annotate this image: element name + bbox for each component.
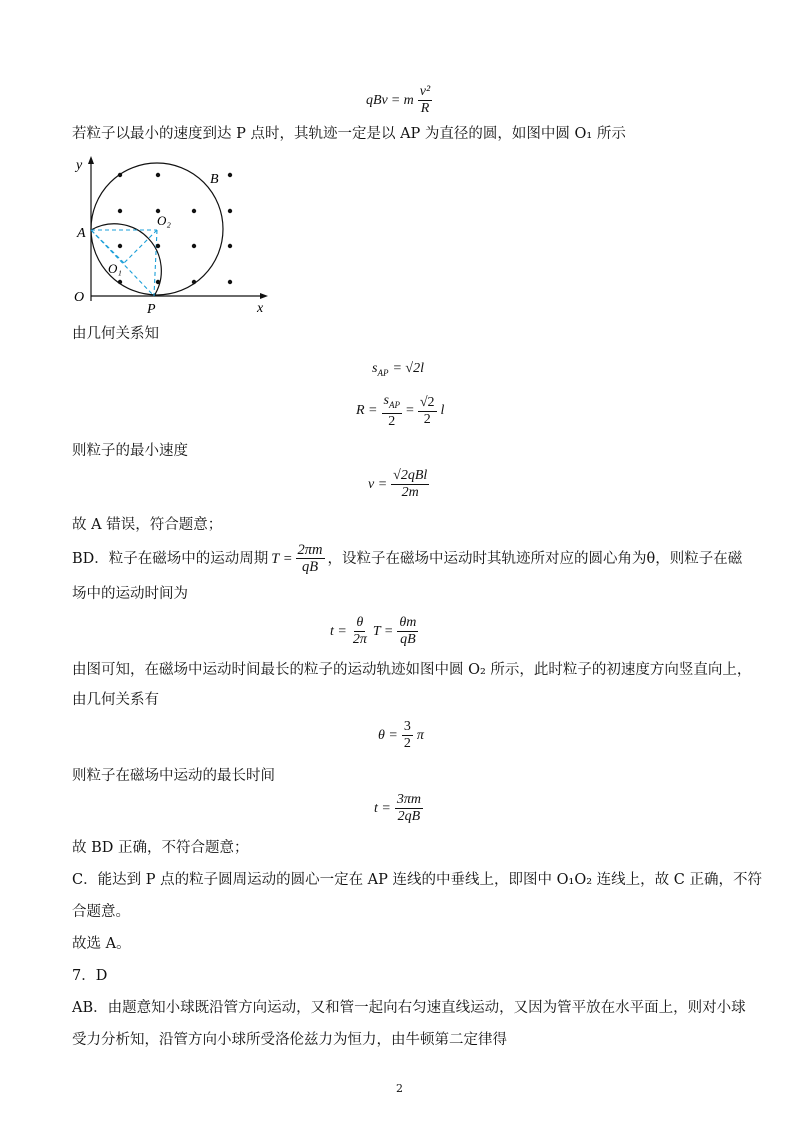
eq5-frac1 (351, 615, 369, 648)
eq7-den: 2qB (397, 809, 421, 824)
label-b: B (210, 172, 219, 187)
equation-s-ap (372, 361, 424, 378)
eq1-equals: = (391, 92, 400, 108)
eq4-lhs: v = (368, 476, 388, 492)
eq3-frac1 (382, 393, 402, 430)
text-line-5 (72, 542, 742, 575)
equation-max-time (374, 792, 423, 825)
text-line-14: 7．D (72, 968, 108, 984)
eq5-mid: T = (372, 623, 394, 639)
line5-num: 2πm (297, 542, 323, 558)
line5-T: T = (271, 550, 293, 567)
eq5-den2: qB (400, 632, 416, 647)
text-line-8: 由几何关系有 (72, 692, 159, 708)
text-line-9: 则粒子在磁场中运动的最长时间 (72, 768, 275, 784)
eq1-den: R (420, 101, 430, 116)
eq5-frac2 (397, 615, 418, 648)
line5-start: BD．粒子在磁场中的运动周期 (72, 550, 269, 567)
eq3-eq: = (405, 403, 414, 419)
equation-radius (356, 393, 444, 430)
equation-lorentz-centripetal (366, 84, 432, 117)
eq7-frac (395, 792, 423, 825)
eq6-lhs: θ = (378, 727, 398, 743)
x-axis-arrow (260, 293, 268, 299)
eq3-tail: l (440, 403, 445, 419)
label-a: A (77, 226, 86, 241)
eq3-den2: 2 (423, 411, 431, 427)
eq3-num1sub: AP (388, 399, 400, 410)
eq5-num1: θ (356, 615, 364, 630)
eq1-m: m (403, 92, 414, 108)
eq3-num1: s (383, 393, 389, 408)
equation-time (330, 615, 418, 648)
label-o2: O₂ (157, 213, 171, 228)
page-number: 2 (396, 1082, 403, 1095)
text-line-2: 由几何关系知 (72, 326, 159, 342)
label-p: P (147, 302, 156, 317)
eq6-num: 3 (403, 719, 411, 734)
eq3-lhs: R = (356, 403, 378, 419)
eq4-frac (391, 468, 429, 501)
eq2-lhs: s (372, 361, 378, 376)
eq6-frac (402, 719, 413, 752)
label-x: x (257, 301, 264, 316)
text-line-16: 受力分析知，沿管方向小球所受洛伦兹力为恒力，由牛顿第二定律得 (72, 1032, 507, 1048)
text-line-1: 若粒子以最小的速度到达 P 点时，其轨迹一定是以 AP 为直径的圆，如图中圆 O₁ 所示 (72, 126, 626, 142)
label-o: O (74, 290, 85, 305)
text-line-6: 场中的运动时间为 (72, 586, 188, 602)
text-line-10: 故 BD 正确，不符合题意； (72, 840, 249, 856)
eq5-num2: θm (399, 615, 417, 630)
eq3-den1: 2 (388, 413, 396, 429)
eq4-den: 2m (401, 485, 419, 500)
eq5-den1: 2π (352, 632, 367, 647)
text-line-11: C．能达到 P 点的粒子圆周运动的圆心一定在 AP 连线的中垂线上，即图中 O₁O₂ 连线上，故 C 正确，不符 (72, 872, 762, 888)
eq7-lhs: t = (374, 800, 391, 816)
eq7-num: 3πm (396, 792, 421, 807)
eq2-rhs: = √2l (392, 361, 424, 377)
eq5-lhs: t = (330, 623, 347, 639)
line5-den: qB (301, 559, 319, 575)
text-line-15: AB．由题意知小球既沿管方向运动，又和管一起向右匀速直线运动，又因为管平放在水平面上，则对小球 (72, 1000, 746, 1016)
line5-fraction (296, 542, 325, 575)
y-axis-arrow (88, 156, 94, 164)
text-line-12: 合题意。 (72, 904, 130, 920)
equation-theta (378, 719, 424, 752)
line5-end: ，设粒子在磁场中运动时其轨迹所对应的圆心角为θ，则粒子在磁 (327, 550, 743, 567)
label-o1: O₁ (108, 261, 122, 276)
eq2-sub: AP (377, 367, 389, 378)
eq6-den: 2 (403, 736, 411, 751)
circle-o1-arc (91, 224, 161, 296)
text-line-7: 由图可知，在磁场中运动时间最长的粒子的运动轨迹如图中圆 O₂ 所示，此时粒子的初速度方向竖直向上， (72, 662, 752, 678)
text-line-13: 故选 A。 (72, 936, 131, 952)
eq6-tail: π (416, 727, 424, 743)
eq1-num: v² (419, 84, 431, 99)
text-line-3: 则粒子的最小速度 (72, 443, 188, 459)
text-line-4: 故 A 错误，符合题意； (72, 517, 223, 533)
eq1-fraction (418, 84, 432, 117)
label-y: y (76, 158, 83, 173)
eq4-num: √2qBl (393, 468, 428, 483)
eq3-num2: √2 (419, 394, 435, 410)
eq1-lhs: qBv (366, 92, 388, 108)
equation-min-velocity (368, 468, 429, 501)
eq3-frac2 (418, 395, 437, 428)
trajectory-diagram (70, 153, 280, 318)
